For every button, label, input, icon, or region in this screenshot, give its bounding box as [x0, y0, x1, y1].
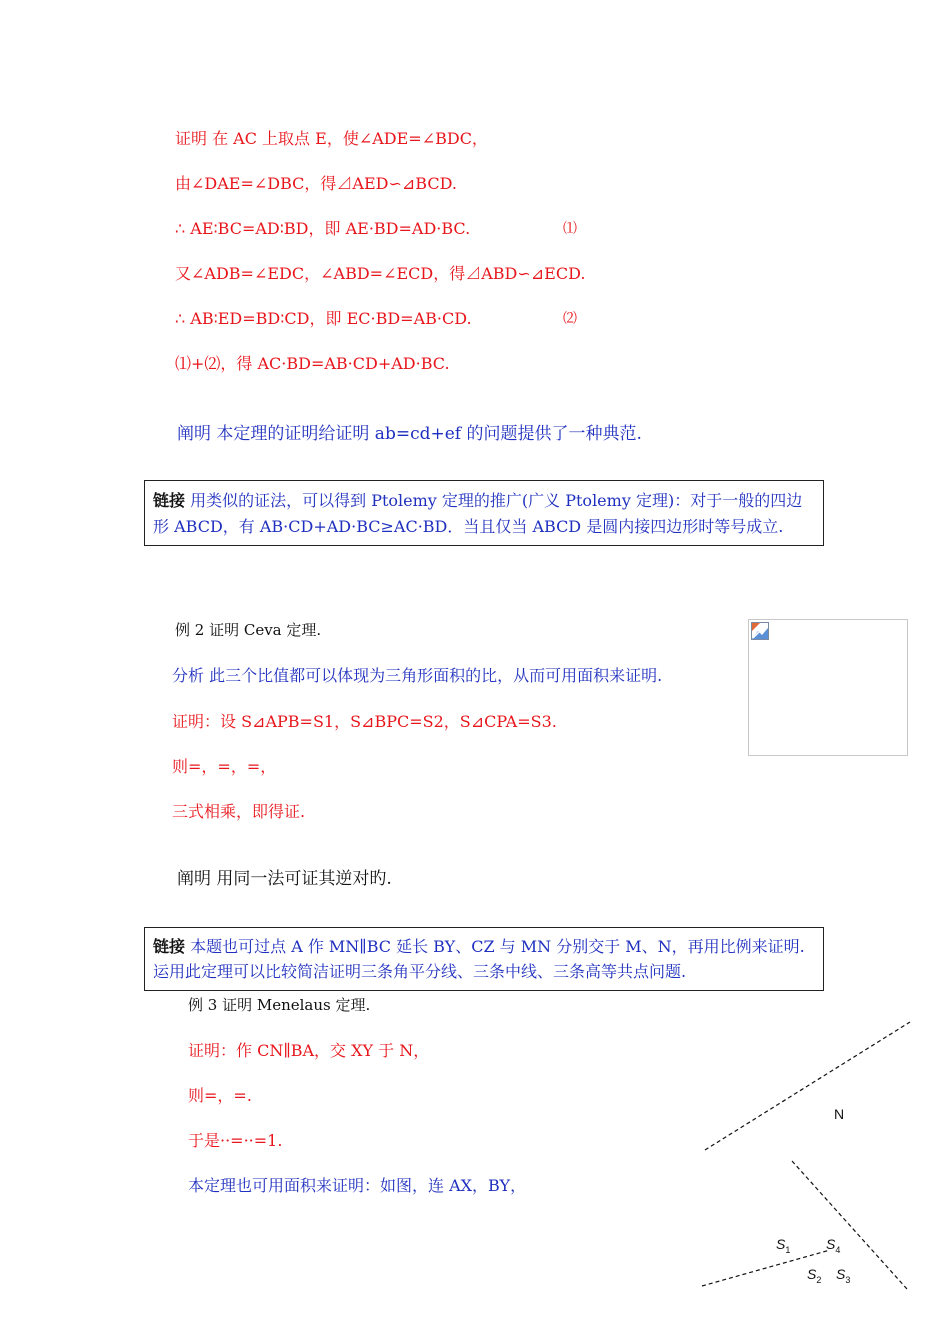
example3-area-method: 本定理也可用面积来证明：如图，连 AX，BY， [188, 1176, 527, 1195]
proof1-line5: ∴ AB∶ED=BD∶CD，即 EC·BD=AB·CD. [175, 309, 472, 328]
note-paragraph-2: 阐明 用同一法可证其逆对旳. [177, 869, 392, 889]
figure-label-s4: $S_4$ [826, 1236, 841, 1255]
link-box-ptolemy-line1 [153, 488, 802, 511]
figure-label-n: N [834, 1106, 845, 1122]
link-label: 链接 [153, 491, 186, 510]
link-text: 用类似的证法，可以得到 Ptolemy 定理的推广(广义 Ptolemy 定理)：对于一般的四边 [190, 491, 803, 510]
menelaus-figure [690, 1010, 920, 1300]
link-box-ceva-line1 [153, 934, 805, 957]
note-paragraph-1: 阐明 本定理的证明给证明 ab=cd+ef 的问题提供了一种典范. [177, 424, 642, 444]
figure-label-s1: $S_1$ [776, 1236, 791, 1255]
example2-proof [172, 709, 557, 732]
figure-label-s3: $S_3$ [836, 1266, 851, 1285]
example3-title: 例 3 证明 Menelaus 定理. [188, 996, 371, 1014]
link-box-ptolemy [144, 480, 824, 546]
figure-label-s2: $S_2$ [807, 1266, 822, 1285]
example3-therefore: 于是··=··=1. [188, 1131, 283, 1150]
example2-then: 则=，=，=， [172, 757, 277, 776]
dashed-line-top [705, 1022, 910, 1150]
broken-image-icon [751, 622, 769, 644]
proof1-line6: ⑴+⑵，得 AC·BD=AB·CD+AD·BC. [175, 354, 450, 373]
broken-image-placeholder [748, 619, 908, 756]
example2-proof-prefix: 证明：设 [172, 712, 242, 731]
proof1-line4: 又∠ADB=∠EDC，∠ABD=∠ECD，得⊿ABD∽⊿ECD. [175, 264, 586, 283]
example2-proof-body: S⊿APB=S1，S⊿BPC=S2，S⊿CPA=S3. [241, 712, 557, 731]
link-box-ptolemy-line2: 形 ABCD，有 AB·CD+AD·BC≥AC·BD．当且仅当 ABCD 是圆内接四边形时等号成立. [153, 517, 784, 536]
link-box-ceva-line2: 运用此定理可以比较简洁证明三条角平分线、三条中线、三条高等共点问题. [153, 962, 687, 981]
proof1-line2: 由∠DAE=∠DBC，得⊿AED∽⊿BCD. [175, 174, 457, 193]
equation-number-2: ⑵ [563, 311, 577, 327]
proof1-line1: 证明 在 AC 上取点 E，使∠ADE=∠BDC， [175, 129, 488, 148]
example2-title: 例 2 证明 Ceva 定理. [175, 621, 322, 639]
proof1-line3: ∴ AE∶BC=AD∶BD，即 AE·BD=AD·BC. [175, 219, 471, 238]
link-text: 本题也可过点 A 作 MN∥BC 延长 BY、CZ 与 MN 分别交于 M、N，再用比例来证明. [190, 937, 805, 956]
example3-then: 则=，=. [188, 1086, 252, 1105]
link-label: 链接 [153, 937, 186, 956]
equation-number-1: ⑴ [563, 221, 577, 237]
example2-conclusion: 三式相乘，即得证. [172, 802, 306, 821]
example2-analysis: 分析 此三个比值都可以体现为三角形面积的比，从而可用面积来证明. [172, 666, 663, 685]
link-box-ceva [144, 927, 824, 991]
example3-proof: 证明：作 CN∥BA，交 XY 于 N， [188, 1041, 430, 1060]
